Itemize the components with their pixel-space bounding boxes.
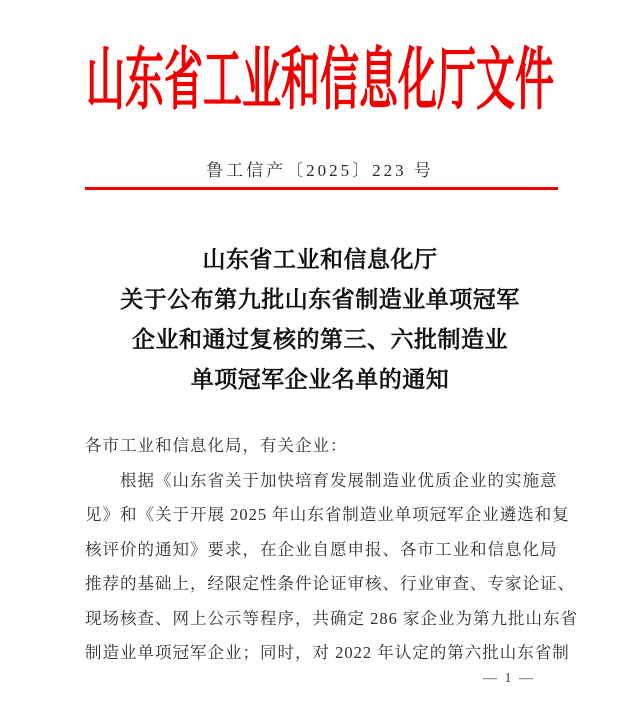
document-title: [0, 240, 640, 400]
paragraph-line-3: 核评价的通知》要求，在企业自愿申报、各市工业和信息化局: [85, 539, 558, 559]
document-title-line-1: 山东省工业和信息化厅: [202, 247, 438, 272]
paragraph-line-1: 根据《山东省关于加快培育发展制造业优质企业的实施意: [120, 470, 558, 490]
paragraph-line-4: 推荐的基础上，经限定性条件论证审核、行业审查、专家论证、: [85, 574, 575, 593]
salutation-line: 各市工业和信息化局，有关企业：: [85, 436, 348, 455]
document-header-title: 山东省工业和信息化厅文件: [85, 43, 554, 119]
document-number: 鲁工信产〔2025〕223 号: [206, 161, 434, 180]
document-body: [85, 429, 578, 671]
paragraph-line-6: 制造业单项冠军企业；同时，对 2022 年认定的第六批山东省制: [85, 643, 570, 662]
paragraph-line-2: 见》和《关于开展 2025 年山东省制造业单项冠军企业遴选和复: [85, 505, 570, 524]
document-title-line-2: 关于公布第九批山东省制造业单项冠军: [120, 287, 520, 312]
document-title-line-3: 企业和通过复核的第三、六批制造业: [132, 327, 508, 352]
page-number: — 1 —: [483, 671, 535, 686]
document-title-line-4: 单项冠军企业名单的通知: [190, 367, 450, 392]
red-divider-line: [85, 187, 558, 190]
paragraph-line-5: 现场核查、网上公示等程序，共确定 286 家企业为第九批山东省: [85, 608, 578, 628]
